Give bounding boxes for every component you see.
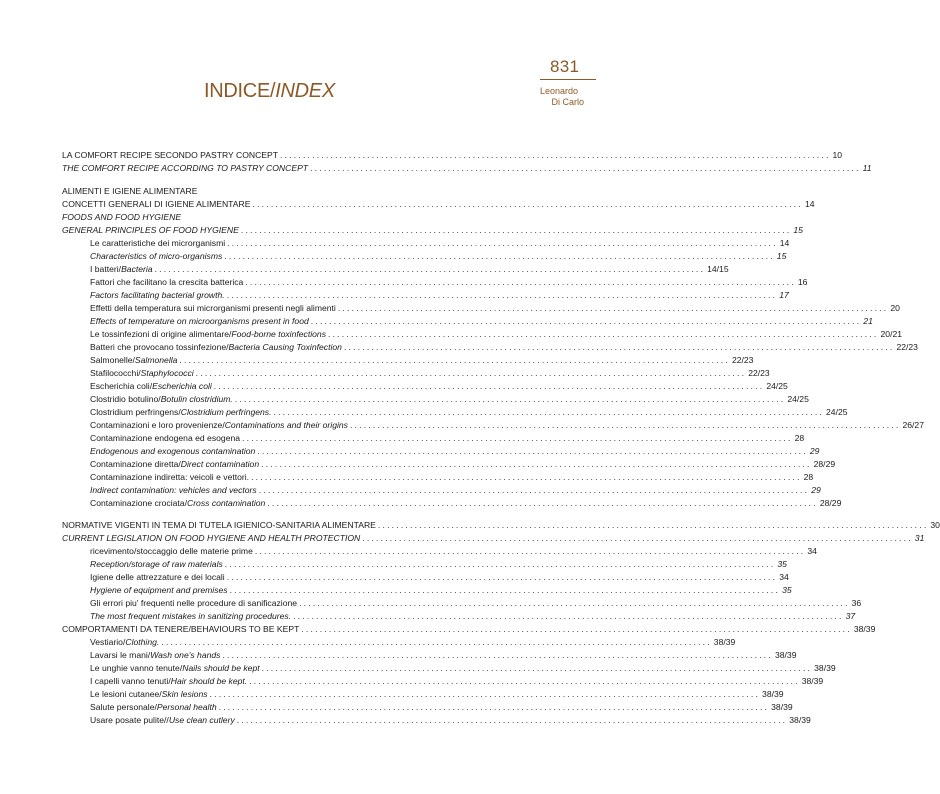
toc-entry-label-english: Effects of temperature on microorganisms present in food bbox=[90, 316, 309, 326]
toc-entry-label-english: The most frequent mistakes in sanitizing procedures. bbox=[90, 611, 292, 621]
toc-entry-label-main: Contaminazioni e loro provenienze/ bbox=[90, 420, 225, 430]
toc-entry-label-english: Hygiene of equipment and premises bbox=[90, 585, 228, 595]
toc-leader-dots: ........................................................................................................................ bbox=[195, 368, 747, 378]
toc-entry bbox=[62, 185, 464, 198]
toc-entry-label-main: Clostridium perfringens/ bbox=[90, 407, 181, 417]
toc-leader-dots: ........................................................................................................................ bbox=[301, 624, 852, 634]
toc-entry-page: 36 bbox=[851, 598, 862, 608]
toc-entry-page: 15 bbox=[776, 251, 787, 261]
toc-entry-page: 21 bbox=[863, 316, 873, 326]
toc-entry-label-main: Le tossinfezioni di origine alimentare/ bbox=[90, 329, 232, 339]
toc-entry-label bbox=[90, 610, 291, 623]
toc-entry bbox=[90, 675, 824, 688]
toc-entry-label-main: I batteri/ bbox=[90, 264, 122, 274]
toc-entry-label-main: Escherichia coli/ bbox=[90, 381, 153, 391]
toc-entry bbox=[90, 237, 790, 250]
toc-entry-page: 31 bbox=[914, 533, 925, 543]
toc-leader-dots: ........................................................................................................................ bbox=[249, 676, 800, 686]
toc-entry bbox=[90, 406, 848, 419]
toc-entry-label-english: Personal health bbox=[156, 702, 217, 712]
toc-entry bbox=[62, 623, 876, 636]
toc-leader-dots: ........................................................................................................................ bbox=[310, 163, 861, 173]
toc-entry bbox=[62, 162, 872, 175]
toc-entry-page: 17 bbox=[779, 290, 789, 300]
toc-entry bbox=[90, 445, 820, 458]
toc-entry-page: 14 bbox=[804, 199, 815, 209]
toc-leader-dots: ........................................................................................................................ bbox=[267, 498, 818, 508]
toc-leader-dots: ........................................................................................................................ bbox=[362, 533, 913, 543]
toc-leader-dots: ........................................................................................................................ bbox=[229, 585, 781, 595]
toc-entry bbox=[62, 224, 803, 237]
toc-leader-dots: ........................................................................................................................ bbox=[293, 611, 844, 621]
toc-leader-dots: ........................................................................................................................ bbox=[161, 637, 712, 647]
toc-entry-page: 24/25 bbox=[826, 407, 848, 417]
toc-entry-label bbox=[62, 224, 239, 237]
toc-leader-dots: ........................................................................................................................ bbox=[254, 546, 806, 556]
toc-entry-label bbox=[62, 149, 278, 162]
toc-entry-label-main: Batteri che provocano tossinfezione/ bbox=[90, 342, 229, 352]
toc-entry-label-main: Contaminazione endogena ed esogena bbox=[90, 433, 241, 443]
toc-entry-label bbox=[90, 380, 212, 393]
toc-entry bbox=[90, 419, 924, 432]
toc-entry-label bbox=[90, 432, 240, 445]
toc-entry-label-english: Salmonella bbox=[134, 355, 178, 365]
toc-entry-label-english: THE COMFORT RECIPE ACCORDING TO PASTRY CONCEPT bbox=[62, 163, 309, 173]
toc-entry-page: 10 bbox=[832, 150, 843, 160]
toc-entry-label-english: Factors facilitating bacterial growth. bbox=[90, 290, 225, 300]
toc-entry-page: 16 bbox=[797, 277, 808, 287]
toc-leader-dots: ........................................................................................................................ bbox=[218, 702, 770, 712]
toc-entry-label bbox=[90, 597, 297, 610]
toc-entry-label bbox=[90, 315, 309, 328]
toc-entry-label-english: Cross contamination bbox=[186, 498, 266, 508]
toc-leader-dots: ........................................................................................................................ bbox=[226, 290, 778, 300]
toc-entry-label bbox=[90, 289, 225, 302]
toc-entry-label-main: NORMATIVE VIGENTI IN TEMA DI TUTELA IGIENICO-SANITARIA ALIMENTARE bbox=[62, 520, 376, 530]
toc-entry-page: 24/25 bbox=[787, 394, 809, 404]
toc-entry bbox=[90, 315, 873, 328]
toc-entry-page: 28/29 bbox=[819, 498, 842, 508]
toc-entry-label bbox=[90, 636, 159, 649]
toc-entry-label bbox=[62, 198, 250, 211]
toc-entry bbox=[90, 471, 814, 484]
toc-entry-label bbox=[90, 445, 255, 458]
toc-entry-label bbox=[90, 276, 243, 289]
toc-entry-label bbox=[90, 662, 260, 675]
toc-entry-label bbox=[90, 649, 220, 662]
toc-leader-dots: ........................................................................................................................ bbox=[213, 381, 765, 391]
toc-entry bbox=[90, 610, 856, 623]
toc-entry bbox=[90, 289, 789, 302]
toc-entry-label-english: Clothing. bbox=[125, 637, 160, 647]
toc-entry-page: 20 bbox=[890, 303, 900, 313]
toc-entry-label bbox=[90, 701, 217, 714]
toc-entry-page: 14/15 bbox=[707, 264, 729, 274]
toc-entry-label bbox=[90, 263, 153, 276]
toc-entry bbox=[90, 354, 754, 367]
toc-leader-dots: ........................................................................................................................ bbox=[343, 342, 895, 352]
toc-entry-label bbox=[90, 302, 336, 315]
toc-entry-label-english: Direct contamination bbox=[180, 459, 260, 469]
toc-entry-page: 38/39 bbox=[789, 715, 811, 725]
toc-entry-label-english: GENERAL PRINCIPLES OF FOOD HYGIENE bbox=[62, 225, 239, 235]
toc-entry-label bbox=[90, 458, 259, 471]
toc-entry-page: 28/29 bbox=[813, 459, 836, 469]
toc-entry-label bbox=[90, 714, 235, 727]
toc-entry-label bbox=[90, 328, 326, 341]
toc-entry-label-english: CURRENT LEGISLATION ON FOOD HYGIENE AND HEALTH PROTECTION bbox=[62, 533, 361, 543]
toc-entry bbox=[90, 701, 793, 714]
toc-entry-label-main: Contaminazione diretta/ bbox=[90, 459, 181, 469]
toc-entry-label-english: Use clean cutlery bbox=[168, 715, 235, 725]
toc-entry-label-main: Usare posate pulite// bbox=[90, 715, 169, 725]
toc-entry-label-main: Gli errori piu' frequenti nelle procedure di sanificazione bbox=[90, 598, 298, 608]
toc-entry-label bbox=[62, 211, 181, 224]
toc-entry-label-main: Stafilococchi/ bbox=[90, 368, 141, 378]
toc-entry-page: 28 bbox=[803, 472, 814, 482]
toc-entry-label-main: Le caratteristiche dei microrganismi bbox=[90, 238, 226, 248]
toc-entry-label-english: Skin lesions bbox=[161, 689, 208, 699]
toc-leader-dots: ........................................................................................................................ bbox=[154, 264, 706, 274]
toc-leader-dots: ........................................................................................................................ bbox=[179, 355, 730, 365]
toc-entry-label-english: FOODS AND FOOD HYGIENE bbox=[62, 212, 182, 222]
author-last-name: Di Carlo bbox=[551, 97, 584, 107]
toc-leader-dots: ........................................................................................................................ bbox=[299, 598, 850, 608]
toc-entry-label-main: Contaminazione crociata/ bbox=[90, 498, 187, 508]
toc-entry bbox=[90, 328, 903, 341]
toc-entry bbox=[62, 149, 843, 162]
toc-entry bbox=[90, 484, 821, 497]
toc-leader-dots: ........................................................................................................................ bbox=[310, 316, 862, 326]
toc-entry-label bbox=[90, 688, 208, 701]
toc-entry-page: 24/25 bbox=[766, 381, 788, 391]
toc-entry-page: 15 bbox=[793, 225, 803, 235]
toc-entry-label-english: Wash one's hands bbox=[150, 650, 221, 660]
toc-leader-dots: ........................................................................................................................ bbox=[224, 251, 775, 261]
toc-entry-label-main: Lavarsi le mani/ bbox=[90, 650, 151, 660]
toc-entry-label bbox=[90, 237, 225, 250]
toc-entry-label-english: Contaminations and their origins bbox=[224, 420, 348, 430]
toc-entry bbox=[90, 432, 805, 445]
toc-entry bbox=[90, 458, 836, 471]
toc-entry-page: 26/27 bbox=[902, 420, 924, 430]
toc-entry-label-main: ricevimento/stoccaggio delle materie prime bbox=[90, 546, 253, 556]
toc-entry-label-main: Vestiario/ bbox=[90, 637, 126, 647]
toc-entry-label bbox=[90, 354, 177, 367]
toc-entry-label-main: Le unghie vanno tenute/ bbox=[90, 663, 183, 673]
toc-leader-dots: ........................................................................................................................ bbox=[209, 689, 761, 699]
toc-entry-label-main: Contaminazione indiretta: veicoli e vettori. bbox=[90, 472, 250, 482]
toc-entry-page: 35 bbox=[777, 559, 787, 569]
toc-entry-label-main: Clostridio botulino/ bbox=[90, 394, 161, 404]
toc-entry-page: 38/39 bbox=[814, 663, 836, 673]
toc-entry-page: 29 bbox=[809, 446, 820, 456]
toc-leader-dots: ........................................................................................................................ bbox=[261, 663, 813, 673]
toc-entry-label bbox=[90, 675, 247, 688]
toc-entry-label-english: Hair should be kept. bbox=[170, 676, 248, 686]
toc-leader-dots: ........................................................................................................................ bbox=[257, 446, 808, 456]
toc-entry-label-main: Igiene delle attrezzature e dei locali bbox=[90, 572, 225, 582]
toc-entry-label-english: Endogenous and exogenous contamination bbox=[90, 446, 256, 456]
toc-entry-label bbox=[90, 558, 223, 571]
toc-leader-dots: ........................................................................................................................ bbox=[222, 650, 773, 660]
toc-entry-page: 38/39 bbox=[774, 650, 797, 660]
toc-entry-page: 38/39 bbox=[762, 689, 784, 699]
toc-entry-label bbox=[90, 367, 194, 380]
toc-entry-label bbox=[90, 584, 228, 597]
toc-entry-page: 30 bbox=[930, 520, 940, 530]
toc-entry-label-main: Salmonelle/ bbox=[90, 355, 135, 365]
toc-entry-label-english: Nails should be kept bbox=[182, 663, 260, 673]
toc-entry bbox=[90, 545, 817, 558]
toc-entry-label bbox=[90, 471, 249, 484]
toc-entry-page: 28 bbox=[794, 433, 805, 443]
toc-entry-page: 34 bbox=[779, 572, 789, 582]
toc-entry-label-english: Reception/storage of raw materials bbox=[90, 559, 223, 569]
toc-entry-page: 22/23 bbox=[731, 355, 754, 365]
toc-entry-label-english: Clostridium perfringens. bbox=[180, 407, 272, 417]
toc-leader-dots: ........................................................................................................................ bbox=[226, 572, 778, 582]
toc-entry bbox=[90, 584, 792, 597]
toc-leader-dots: ........................................................................................................................ bbox=[258, 485, 810, 495]
toc-leader-dots: ........................................................................................................................ bbox=[236, 715, 788, 725]
page-title-italic: INDEX bbox=[275, 80, 335, 102]
toc-entry-page: 14 bbox=[779, 238, 790, 248]
toc-entry-label-main: Salute personale/ bbox=[90, 702, 157, 712]
toc-entry-page: 38/39 bbox=[853, 624, 876, 634]
toc-entry-label-main: I capelli vanno tenuti/ bbox=[90, 676, 171, 686]
toc-entry-label-main: Le lesioni cutanee/ bbox=[90, 689, 162, 699]
toc-entry-label-main: Fattori che facilitano la crescita batterica bbox=[90, 277, 244, 287]
toc-entry-page: 29 bbox=[811, 485, 821, 495]
toc-entry-label bbox=[62, 162, 308, 175]
toc-leader-dots: ........................................................................................................................ bbox=[224, 559, 776, 569]
toc-entry-label bbox=[90, 250, 222, 263]
toc-entry bbox=[90, 380, 788, 393]
toc-entry-page: 38/39 bbox=[771, 702, 793, 712]
toc-entry-label-main: LA COMFORT RECIPE SECONDO PASTRY CONCEPT bbox=[62, 150, 279, 160]
toc-entry-label bbox=[90, 497, 265, 510]
toc-leader-dots: ........................................................................................................................ bbox=[337, 303, 889, 313]
page-number: 831 bbox=[550, 57, 580, 76]
toc-entry-label bbox=[90, 419, 348, 432]
toc-entry bbox=[90, 276, 808, 289]
toc-leader-dots: ........................................................................................................................ bbox=[234, 394, 786, 404]
toc-entry-label-english: Indirect contamination: vehicles and vectors bbox=[90, 485, 257, 495]
toc-entry-page: 11 bbox=[862, 163, 872, 173]
toc-entry bbox=[90, 367, 770, 380]
toc-entry-label bbox=[62, 532, 360, 545]
toc-entry-label-english: Escherichia coli bbox=[152, 381, 212, 391]
toc-entry bbox=[90, 571, 789, 584]
toc-entry-page: 22/23 bbox=[748, 368, 770, 378]
toc-leader-dots: ........................................................................................................................ bbox=[245, 277, 796, 287]
toc-entry bbox=[90, 250, 787, 263]
toc-entry-label bbox=[62, 185, 197, 198]
toc-entry-page: 20/21 bbox=[880, 329, 903, 339]
toc-entry-label-main: Effetti della temperatura sui microrganismi presenti negli alimenti bbox=[90, 303, 336, 313]
toc-entry-page: 38/39 bbox=[801, 676, 824, 686]
toc-entry-label-english: Botulin clostridium. bbox=[160, 394, 233, 404]
toc-entry bbox=[62, 198, 815, 211]
toc-entry-page: 34 bbox=[807, 546, 817, 556]
toc-entry-page: 38/39 bbox=[713, 637, 736, 647]
toc-entry-label bbox=[90, 484, 257, 497]
toc-entry-page: 22/23 bbox=[896, 342, 918, 352]
page-number-rule bbox=[540, 79, 596, 80]
toc-entry bbox=[90, 714, 811, 727]
toc-entry-label-main: COMPORTAMENTI DA TENERE/BEHAVIOURS TO BE KEPT bbox=[62, 624, 300, 634]
toc-leader-dots: ........................................................................................................................ bbox=[251, 472, 802, 482]
toc-leader-dots: ........................................................................................................................ bbox=[273, 407, 825, 417]
toc-leader-dots: ........................................................................................................................ bbox=[280, 150, 831, 160]
page-title bbox=[204, 80, 335, 103]
toc-entry bbox=[90, 662, 836, 675]
toc-entry bbox=[90, 341, 918, 354]
toc-entry bbox=[62, 519, 940, 532]
toc-entry bbox=[90, 263, 729, 276]
toc-entry-label bbox=[62, 623, 299, 636]
toc-leader-dots: ........................................................................................................................ bbox=[227, 238, 778, 248]
toc-entry bbox=[62, 211, 464, 224]
toc-entry-label bbox=[62, 519, 376, 532]
toc-entry-label bbox=[90, 341, 342, 354]
toc-entry-label bbox=[90, 571, 225, 584]
toc-entry bbox=[90, 497, 842, 510]
toc-leader-dots: ........................................................................................................................ bbox=[252, 199, 803, 209]
toc-entry bbox=[90, 688, 784, 701]
toc-leader-dots: ........................................................................................................................ bbox=[328, 329, 879, 339]
toc-entry-label-main: ALIMENTI E IGIENE ALIMENTARE bbox=[62, 186, 198, 196]
toc-entry-label-english: Food-borne toxinfections bbox=[231, 329, 326, 339]
toc-leader-dots: ........................................................................................................................ bbox=[261, 459, 812, 469]
toc-entry-label bbox=[90, 406, 272, 419]
toc-entry-label-english: Characteristics of micro-organisms bbox=[90, 251, 223, 261]
toc-entry bbox=[90, 302, 900, 315]
toc-entry-label bbox=[90, 393, 233, 406]
toc-entry-page: 35 bbox=[782, 585, 792, 595]
toc-entry-label-main: CONCETTI GENERALI DI IGIENE ALIMENTARE bbox=[62, 199, 251, 209]
toc-entry-page: 37 bbox=[845, 611, 856, 621]
toc-entry-label bbox=[90, 545, 253, 558]
toc-entry-label-english: Staphylococci bbox=[140, 368, 194, 378]
toc-entry-label-english: Bacteria bbox=[121, 264, 153, 274]
toc-entry bbox=[90, 597, 862, 610]
toc-entry-label-english: Bacteria Causing Toxinfection bbox=[228, 342, 342, 352]
toc-leader-dots: ........................................................................................................................ bbox=[242, 433, 793, 443]
toc-leader-dots: ........................................................................................................................ bbox=[349, 420, 901, 430]
toc-entry bbox=[90, 393, 809, 406]
toc-leader-dots: ........................................................................................................................ bbox=[240, 225, 792, 235]
toc-entry bbox=[62, 532, 925, 545]
toc-entry bbox=[90, 649, 797, 662]
toc-entry bbox=[90, 636, 736, 649]
page-title-main: INDICE/ bbox=[204, 80, 276, 102]
toc-leader-dots: ........................................................................................................................ bbox=[377, 520, 929, 530]
author-first-name: Leonardo bbox=[539, 86, 578, 96]
toc-entry bbox=[90, 558, 787, 571]
